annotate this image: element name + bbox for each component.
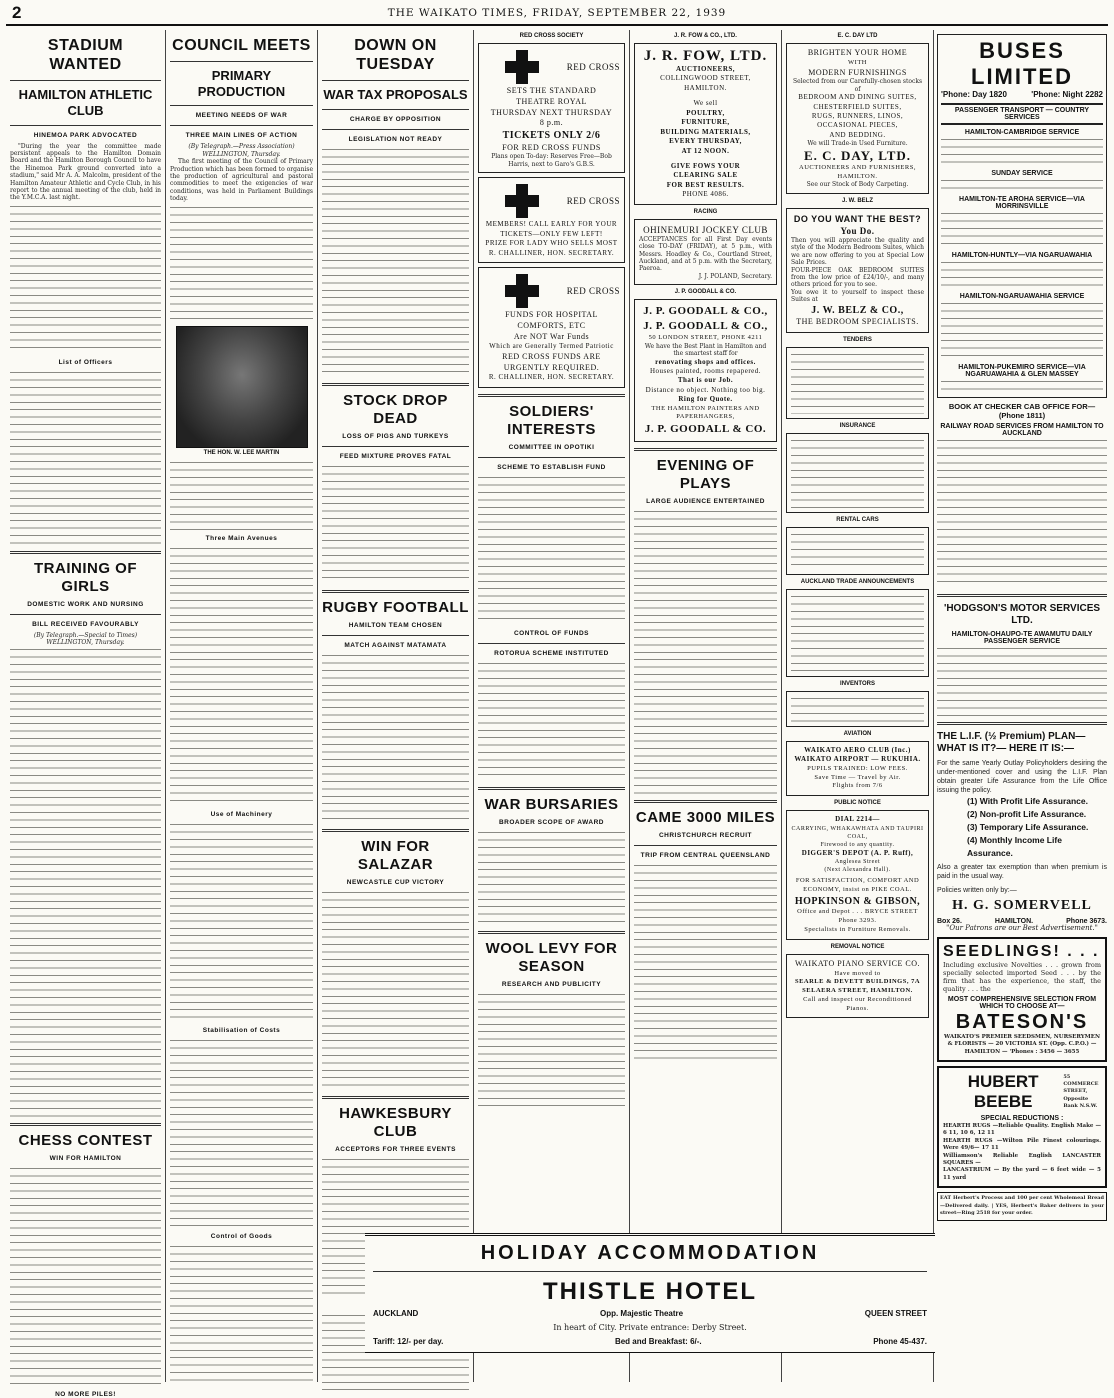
wire-credit: (By Telegraph.—Special to Times) WELLINGTON, Thursday. (33, 631, 138, 647)
buses-phone-day: 'Phone: Day 1820 (941, 90, 1007, 99)
deck-pigs-turkeys: LOSS OF PIGS AND TURKEYS (342, 432, 449, 440)
ad-lif-plan: THE L.I.F. (½ Premium) PLAN—WHAT IS IT?— HERE IT IS:— For the same Yearly Outlay Policyholders desiring the under-mentioned cover and using the L.I.F. Plan obtain greater Life Assurance from the Life Office issuing the policy. (1) With Profit Life Assurance. (2) Non-profit Life Assurance. (3) Temporary Life Assurance. (4) Monthly Income Life Assurance. Also a greater tax exemption than when premium is paid in the usual way. Policies written only by:— H. G. SOMERVELL Box 26. HAMILTON. Phone 3673. "Our Patrons are our Best Advertisement." (937, 731, 1107, 933)
ad-red-cross-tickets: RED CROSS MEMBERS! CALL EARLY FOR YOUR TICKETS—ONLY FEW LEFT! PRIZE FOR LADY WHO SELLS MOST R. CHALLINER, HON. SECRETARY. (478, 177, 625, 263)
ad-ec-day: BRIGHTEN YOUR HOME WITH MODERN FURNISHINGS Selected from our Carefully-chosen stocks of BEDROOM AND DINING SUITES, CHESTERFIELD SUITES, RUGS, RUNNERS, LINOS, OCCASIONAL PIECES, AND BEDDING. We will Trade-in Used Furniture. E. C. DAY, LTD. AUCTIONEERS AND FURNISHERS, HAMILTON. See our Stock of Body Carpeting. (786, 43, 929, 194)
deck-fund: SCHEME TO ESTABLISH FUND (497, 463, 606, 471)
deck-acceptors: ACCEPTORS FOR THREE EVENTS (335, 1145, 456, 1153)
ad-belz: DO YOU WANT THE BEST? You Do. Then you will appreciate the quality and style of the Modern Bedroom Suites, which we are now offering to you at Special Low Sale Prices. FOUR-PIECE OAK BEDROOM SUITES from the low price of £24/10/-, and many others priced for you to see. You owe it to yourself to inspect these Suites at J. W. BELZ & CO., THE BEDROOM SPECIALISTS. (786, 208, 929, 333)
headline-stadium-wanted: STADIUM WANTED (47, 37, 124, 74)
agent-name: H. G. SOMERVELL (952, 898, 1092, 914)
ad-goodall-painters: J. P. GOODALL & CO., J. P. GOODALL & CO., 50 LONDON STREET, PHONE 4211 We have the Best Plant in Hamilton and the smartest staff for renovating shops and offices. Houses painted, rooms repapered. That is our Job. Distance no object. Nothing too big. Ring for Quote. THE HAMILTON PAINTERS AND PAPERHANGERS, J. P. GOODALL & CO. (634, 299, 777, 442)
headline-down-tuesday: DOWN ON TUESDAY (354, 37, 437, 74)
ad-fow-auctioneers: J. R. FOW, LTD. AUCTIONEERS, COLLINGWOOD STREET, HAMILTON. We sell POULTRY, FURNITURE, BUILDING MATERIALS, EVERY THURSDAY, AT 12 NOON. GIVE FOWS YOUR CLEARING SALE FOR BEST RESULTS. PHONE 4086. (634, 43, 777, 205)
article-body-filler (170, 822, 313, 1022)
ad-red-cross-theatre: RED CROSS SETS THE STANDARD THEATRE ROYAL THURSDAY NEXT THURSDAY 8 p.m. TICKETS ONLY 2/6 FOR RED CROSS FUNDS Plans open To-day: Reserves Free—Bob Harris, next to Garo's G.B.S. (478, 43, 625, 173)
column-6 (782, 30, 934, 1382)
headline-rugby: RUGBY FOOTBALL (322, 598, 469, 616)
headline-evening-plays: EVENING OF PLAYS (656, 457, 755, 493)
small-ad-piles: NO MORE PILES! (55, 1390, 116, 1398)
ad-label-inventors: INVENTORS (840, 680, 875, 687)
ad-label-tenders: TENDERS (843, 336, 872, 343)
headline-war-bursaries: WAR BURSARIES (484, 795, 619, 813)
deck-domestic-work: DOMESTIC WORK AND NURSING (27, 600, 144, 608)
deck-feed-mixture: FEED MIXTURE PROVES FATAL (339, 452, 452, 460)
crosshead-use-machinery: Use of Machinery (210, 810, 273, 818)
deck-three-lines: THREE MAIN LINES OF ACTION (185, 132, 298, 140)
headline-training-girls: TRAINING OF GIRLS (34, 559, 137, 595)
buses-phone-night: 'Phone: Night 2282 (1031, 90, 1103, 99)
subhead-war-tax: WAR TAX PROPOSALS (323, 87, 468, 103)
column-3 (318, 30, 474, 1382)
headline-hawkesbury: HAWKESBURY CLUB (339, 1104, 452, 1140)
ad-red-cross-funds: RED CROSS FUNDS FOR HOSPITAL COMFORTS, ETC Are NOT War Funds Which are Generally Termed Patriotic RED CROSS FUNDS ARE URGENTLY REQUIRED. R. CHALLINER, HON. SECRETARY. (478, 267, 625, 388)
ad-insurance (786, 433, 929, 513)
checker-cab-heading: BOOK AT CHECKER CAB OFFICE FOR— (Phone 1811) (948, 402, 1096, 420)
deck-legislation: LEGISLATION NOT READY (348, 135, 443, 143)
ad-buses-limited: BUSES LIMITED 'Phone: Day 1820 'Phone: Night 2282 PASSENGER TRANSPORT — COUNTRY SERVICES HAMILTON-CAMBRIDGE SERVICE SUNDAY SERVICE HAMILTON-TE AROHA SERVICE—VIA MORRINSVILLE HAMILTON-HUNTLY—VIA NGARUAWAHIA HAMILTON-NGARUAWAHIA SERVICE HAMILTON-PUKEMIRO SERVICE—VIA NGARUAWAHIA & GLEN MASSEY (937, 34, 1107, 398)
article-body-filler (170, 205, 313, 320)
ad-label-public-notice: PUBLIC NOTICE (834, 800, 881, 807)
article-body-filler (478, 992, 625, 1112)
article-body-filler (170, 1038, 313, 1228)
article-body-filler (10, 1166, 161, 1386)
article-body-filler (10, 370, 161, 545)
ad-label-racing: RACING (693, 208, 718, 215)
article-body-filler (170, 546, 313, 806)
deck-charge-opposition: CHARGE BY OPPOSITION (349, 115, 442, 123)
crosshead-control-goods: Control of Goods (210, 1232, 273, 1240)
deck-research: RESEARCH AND PUBLICITY (501, 980, 602, 988)
deck-meeting-needs: MEETING NEEDS OF WAR (195, 112, 288, 120)
article-body-filler (170, 460, 313, 530)
hodgson-title: 'HODGSON'S MOTOR SERVICES LTD. (943, 603, 1101, 626)
deck-recruit: CHRISTCHURCH RECRUIT (658, 832, 753, 840)
batesons-name: BATESON'S (955, 1010, 1089, 1033)
column-4 (474, 30, 630, 1382)
buses-title: BUSES LIMITED (971, 38, 1073, 89)
article-body-filler (322, 147, 469, 377)
article-body: The first meeting of the Council of Primary Production which has been formed to organise the production of agricultural and pastoral commodities to meet the exigencies of war conditions, was held in Parliament Buildings today. (170, 158, 313, 203)
deck-rotorua: ROTORUA SCHEME INSTITUTED (494, 649, 609, 657)
article-body-filler (478, 475, 625, 625)
article-body-filler (478, 830, 625, 925)
ad-label-rental: RENTAL CARS (836, 516, 879, 523)
crosshead-three-avenues: Three Main Avenues (205, 534, 278, 542)
deck-win-hamilton: WIN FOR HAMILTON (49, 1154, 122, 1162)
thistle-title: HOLIDAY ACCOMMODATION (480, 1242, 820, 1264)
masthead (6, 2, 1108, 26)
deck-control-funds: CONTROL OF FUNDS (513, 629, 590, 637)
ad-jockey-club: OHINEMURI JOCKEY CLUB ACCEPTANCES for all First Day events close TO-DAY (FRIDAY), at 5 p.m., with Messrs. Hoadley & Co., Courtland Street, Auckland, and at 5 p.m. with the Secretary, Paeroa. J. J. POLAND, Secretary. (634, 219, 777, 286)
ad-public-notice: DIAL 2214— CARRYING, WHAKAWHATA AND TAUPIRI COAL, Firewood to any quantity. DIGGER'S DEPOT (A. P. Ruff), Anglesea Street (Next Alexandra Hall). FOR SATISFACTION, COMFORT AND ECONOMY, insist on PIKE COAL. HOPKINSON & GIBSON, Office and Depot . . . BRYCE STREET Phone 3293. Specialists in Furniture Removals. (786, 810, 929, 940)
ad-thistle-hotel: HOLIDAY ACCOMMODATION THISTLE HOTEL AUCKLAND Opp. Majestic Theatre QUEEN STREET In heart of City. Private entrance: Derby Street. Tariff: 12/- per day. Bed and Breakfast: 6/-. Phone 45-437. (365, 1233, 935, 1383)
ad-label-auckland-trade: AUCKLAND TRADE ANNOUNCEMENTS (800, 578, 915, 585)
deck-matamata: MATCH AGAINST MATAMATA (344, 641, 447, 649)
ad-aero-club: WAIKATO AERO CLUB (Inc.) WAIKATO AIRPORT — RUKUHIA. PUPILS TRAINED: LOW FEES. Save Time — Travel by Air. Flights from 7/6 (786, 741, 929, 796)
headline-wool-levy: WOOL LEVY FOR SEASON (485, 939, 618, 975)
headline-chess-contest: CHESS CONTEST (18, 1131, 153, 1149)
ad-label-red-cross: RED CROSS SOCIETY (519, 33, 584, 39)
column-5 (630, 30, 782, 1382)
article-body-filler (478, 661, 625, 781)
footer-herbert-bakery: EAT Herbert's Process and 100 per cent Wholemeal Bread—Delivered daily. | YES, Herbert's Baker delivers in your street—Ring 2518 for your order. (937, 1192, 1107, 1220)
ad-rental (786, 527, 929, 575)
wire-credit: (By Telegraph.—Press Association) WELLINGTON, Thursday. (188, 143, 295, 158)
headline-council-meets: COUNCIL MEETS (172, 37, 311, 54)
headline-3000-miles: CAME 3000 MILES (635, 809, 776, 827)
deck-team-chosen: HAMILTON TEAM CHOSEN (348, 621, 443, 629)
deck-bill-received: BILL RECEIVED FAVOURABLY (32, 620, 139, 628)
article-body-filler (322, 890, 469, 1090)
dateline: THE WAIKATO TIMES, FRIDAY, SEPTEMBER 22, 1939 (387, 7, 727, 19)
deck-audience: LARGE AUDIENCE ENTERTAINED (646, 498, 765, 506)
article-body: "During the year the committee made persistent appeals to the Hamilton Domain Board and the Hamilton Borough Council to have the Hinemoa Park ground converted into a stadium," said Mr A. A. Malcolm, president of the Hamilton Amateur Athletic and Cycle Club, in his report to the annual meeting of the club, held in the Y.M.C.A. last night. (10, 142, 161, 202)
subhead-primary-production: PRIMARY PRODUCTION (197, 68, 286, 99)
headline-stock-drop: STOCK DROP DEAD (343, 391, 448, 427)
ad-auckland-trade (786, 589, 929, 677)
ad-label-insurance: INSURANCE (839, 422, 876, 429)
article-body-filler (170, 1244, 313, 1384)
ad-batesons: SEEDLINGS! . . . Including exclusive Novelties . . . grown from specially selected imported Seed . . . by the firm that has the experience, the staff, the quality . . . the MOST COMPREHENSIVE SELECTION FROM WHICH TO CHOOSE AT— BATESON'S WAIKATO'S PREMIER SEEDSMEN, NURSERYMEN & FLORISTS — 20 VICTORIA ST. (Opp. C.P.O.) — HAMILTON — 'Phones : 3456 — 3655 (937, 937, 1107, 1062)
headline-salazar: WIN FOR SALAZAR (357, 837, 434, 873)
ad-label-goodall: J. P. GOODALL & CO. (674, 289, 737, 296)
deck-opotiki: COMMITTEE IN OPOTIKI (508, 443, 595, 451)
column-7: BUSES LIMITED 'Phone: Day 1820 'Phone: Night 2282 PASSENGER TRANSPORT — COUNTRY SERVICES HAMILTON-CAMBRIDGE SERVICE SUNDAY SERVICE HAMILTON-TE AROHA SERVICE—VIA MORRINSVILLE HAMILTON-HUNTLY—VIA NGARUAWAHIA HAMILTON-NGARUAWAHIA SERVICE HAMILTON-PUKEMIRO SERVICE—VIA NGARUAWAHIA & GLEN MASSEY BOOK AT CHECKER CAB OFFICE FOR— (Phone 1811) RAILWAY ROAD SERVICES FROM HAMILTON TO AUCKLAND 'HODGSON'S MOTOR SERVICES LTD. HAMILTON-OHAUPO-TE AWAMUTU DAILY PASSENGER SERVICE THE L.I.F. (½ Premium) PLAN—WHAT IS IT?— HERE IT IS:— For the same Yearly Outlay Policyholders desiring the under-mentioned cover and using the L.I.F. Plan obtain greater Life Assurance from the Life Office issuing the policy. (1) With Profit Life Assurance. (2) Non-profit Life Assurance. (3) Temporary Life Assurance. (4) Monthly Income Life Assurance. Also a greater tax exemption than when premium is paid in the usual way. Policies written only by:— H. G. SOMERVELL Box 26. HAMILTON. Phone 3673. "Our Patrons are our Best Advertisement." SEEDLINGS! . . . Including exclusive Novelties . . . grown from specially selected imported Seed . . . by the firm that has the experience, the staff, the quality . . . the MOST COMPREHENSIVE SELECTION FROM WHICH TO CHOOSE AT— BATESON'S WAIKATO'S PREMIER SEEDSMEN, NURSERYMEN & FLORISTS — 20 VICTORIA ST. (Opp. C.P.O.) — HAMILTON — 'Phones : 3456 — 3655 HUBERT BEEBE 55 COMMERCE STREET, Opposite Bank N.S.W. SPECIAL REDUCTIONS : HEARTH RUGS —Reliable Quality. English Make — 6 11, 10 6, 12 11 HEARTH RUGS —Wilton Pile Finest colourings. Were 49/6— 17 11 Williamson's Reliable English LANCASTER SQUARES — LANCASTRIUM — By the yard — 6 feet wide — 5 11 yard EAT Herbert's Process and 100 per cent Wholemeal Bread—Delivered daily. | YES, Herbert's Baker delivers in your street—Ring 2518 for your order. (934, 30, 1110, 1382)
portrait-photo (176, 326, 308, 448)
ad-label-day: E. C. DAY LTD (837, 33, 878, 39)
page-number: 2 (12, 3, 22, 22)
subhead-athletic-club: HAMILTON ATHLETIC CLUB (18, 87, 153, 118)
beebe-name: HUBERT BEEBE (967, 1072, 1039, 1112)
column-1 (6, 30, 166, 1398)
ad-tenders (786, 347, 929, 419)
ad-hubert-beebe: HUBERT BEEBE 55 COMMERCE STREET, Opposite Bank N.S.W. SPECIAL REDUCTIONS : HEARTH RUGS —Reliable Quality. English Make — 6 11, 10 6, 12 11 HEARTH RUGS —Wilton Pile Finest colourings. Were 49/6— 17 11 Williamson's Reliable English LANCASTER SQUARES — LANCASTRIUM — By the yard — 6 feet wide — 5 11 yard (937, 1066, 1107, 1188)
ad-label-aviation: AVIATION (843, 730, 872, 737)
deck-queensland: TRIP FROM CENTRAL QUEENSLAND (640, 852, 771, 860)
deck-broader-scope: BROADER SCOPE OF AWARD (498, 818, 604, 826)
ad-label-fow: J. R. FOW & CO., LTD. (674, 33, 737, 39)
article-body-filler (634, 509, 777, 794)
red-cross-icon (505, 184, 539, 218)
thistle-name: THISTLE HOTEL (543, 1278, 757, 1305)
deck-newcastle-cup: NEWCASTLE CUP VICTORY (346, 878, 445, 886)
article-body-filler (10, 647, 161, 1117)
ad-inventors (786, 691, 929, 727)
article-body-filler (634, 863, 777, 1063)
headline-soldiers-interests: SOLDIERS' INTERESTS (507, 402, 596, 438)
column-2 (166, 30, 318, 1382)
ad-label-removal: REMOVAL NOTICE (830, 943, 885, 950)
deck-hinemoa-park: HINEMOA PARK ADVOCATED (33, 131, 138, 139)
red-cross-icon (505, 50, 539, 84)
photo-caption: THE HON. W. LEE MARTIN (203, 449, 280, 456)
ad-piano-service: WAIKATO PIANO SERVICE CO. Have moved to SEARLE & DEVETT BUILDINGS, 7A SELAERA STREET, HAMILTON. Call and inspect our Reconditioned Pianos. (786, 954, 929, 1019)
ad-label-belz: J. W. BELZ (841, 197, 873, 204)
red-cross-icon (505, 274, 539, 308)
article-body-filler (10, 204, 161, 354)
deck-list-officers: List of Officers (58, 358, 113, 366)
article-body-filler (322, 464, 469, 584)
buses-bar: PASSENGER TRANSPORT — COUNTRY SERVICES (941, 103, 1103, 125)
article-body-filler (322, 653, 469, 823)
crosshead-stabilisation: Stabilisation of Costs (202, 1026, 281, 1034)
